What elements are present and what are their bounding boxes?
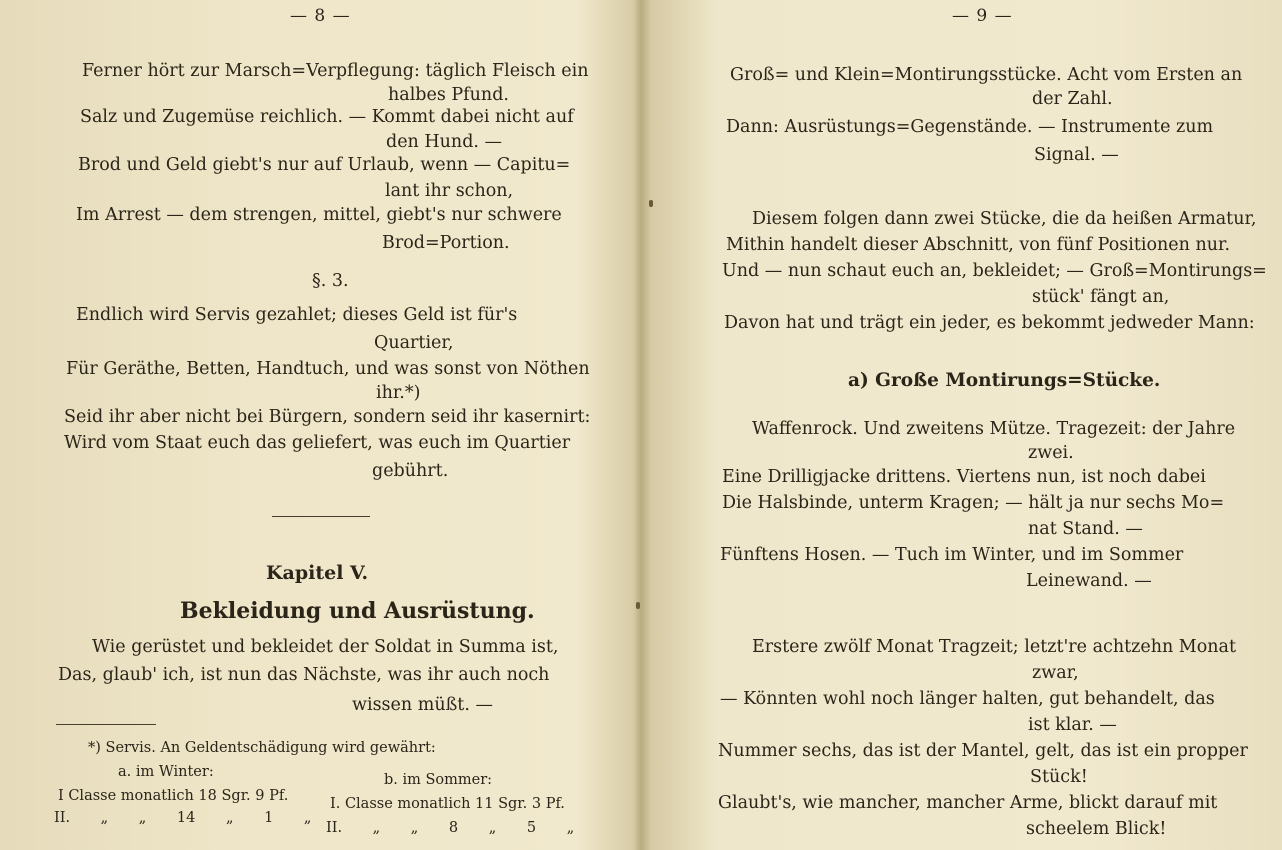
footnote-line: a. im Winter: [118,764,214,780]
text-line: Glaubt's, wie mancher, mancher Arme, blickt darauf mit [718,793,1218,813]
text-line: Wird vom Staat euch das geliefert, was euch im Quartier [64,433,571,453]
text-line: Salz und Zugemüse reichlich. — Kommt dabei nicht auf [80,107,574,127]
page-number-right: — 9 — [952,6,1013,26]
gutter-mark [636,602,640,609]
text-line: der Zahl. [1032,89,1113,109]
right-page [642,0,1282,850]
chapter-title: Kapitel V. [266,562,369,584]
footnote-line: *) Servis. An Geldentschädigung wird gewährt: [88,740,436,756]
text-line: Groß= und Klein=Montirungsstücke. Acht vom Ersten an [730,65,1243,85]
text-line: stück' fängt an, [1032,287,1170,307]
text-line: Das, glaub' ich, ist nun das Nächste, was ihr auch noch [58,665,550,685]
footnote-line: b. im Sommer: [384,772,493,788]
footnote-rule [56,724,156,725]
text-line: Dann: Ausrüstungs=Gegenstände. — Instrumente zum [726,117,1214,137]
text-line: Stück! [1030,767,1088,787]
text-line: — Könnten wohl noch länger halten, gut behandelt, das [720,689,1215,709]
section-heading: a) Große Montirungs=Stücke. [848,370,1161,391]
text-line: Quartier, [374,333,454,353]
text-line: Nummer sechs, das ist der Mantel, gelt, das ist ein propper [718,741,1248,761]
text-line: Eine Drilligjacke drittens. Viertens nun, ist noch dabei [722,467,1206,487]
text-line: Leinewand. — [1026,571,1152,591]
ornament-rule [272,516,370,517]
footnote-line: I Classe monatlich 18 Sgr. 9 Pf. [58,788,289,804]
text-line: Waffenrock. Und zweitens Mütze. Tragezeit: der Jahre [752,419,1236,439]
text-line: Fünftens Hosen. — Tuch im Winter, und im Sommer [720,545,1184,565]
text-line: Die Halsbinde, unterm Kragen; — hält ja nur sechs Mo= [722,493,1225,513]
text-line: lant ihr schon, [385,181,514,201]
section-number: §. 3. [312,271,349,291]
text-line: Endlich wird Servis gezahlet; dieses Geld ist für's [76,305,518,325]
text-line: ihr.*) [376,383,421,403]
text-line: Für Geräthe, Betten, Handtuch, und was sonst von Nöthen [66,359,590,379]
footnote-line: II. „ „ 8 „ 5 „ [326,820,575,836]
text-line: scheelem Blick! [1026,819,1167,839]
text-line: zwei. [1028,443,1074,463]
text-line: Wie gerüstet und bekleidet der Soldat in Summa ist, [92,637,559,657]
text-line: Davon hat und trägt ein jeder, es bekommt jedweder Mann: [724,313,1255,333]
text-line: wissen müßt. — [352,695,493,715]
footnote-line: I. Classe monatlich 11 Sgr. 3 Pf. [330,796,565,812]
text-line: Brod=Portion. [382,233,510,253]
text-line: Und — nun schaut euch an, bekleidet; — Groß=Montirungs= [722,261,1267,281]
left-page [0,0,640,850]
text-line: ist klar. — [1028,715,1117,735]
footnote-line: II. „ „ 14 „ 1 „ [54,810,312,826]
text-line: Signal. — [1034,145,1119,165]
text-line: Im Arrest — dem strengen, mittel, giebt's nur schwere [76,205,562,225]
text-line: Diesem folgen dann zwei Stücke, die da heißen Armatur, [752,209,1257,229]
chapter-subtitle: Bekleidung und Ausrüstung. [180,598,535,624]
text-line: Seid ihr aber nicht bei Bürgern, sondern seid ihr kasernirt: [64,407,591,427]
text-line: zwar, [1032,663,1079,683]
text-line: gebührt. [372,461,449,481]
text-line: Ferner hört zur Marsch=Verpflegung: täglich Fleisch ein [82,61,589,81]
text-line: Erstere zwölf Monat Tragzeit; letzt're achtzehn Monat [752,637,1237,657]
text-line: halbes Pfund. [388,85,509,105]
text-line: nat Stand. — [1028,519,1143,539]
page-number-left: — 8 — [290,6,351,26]
text-line: Brod und Geld giebt's nur auf Urlaub, wenn — Capitu= [78,155,571,175]
text-line: den Hund. — [386,132,503,152]
text-line: Mithin handelt dieser Abschnitt, von fünf Positionen nur. [726,235,1231,255]
